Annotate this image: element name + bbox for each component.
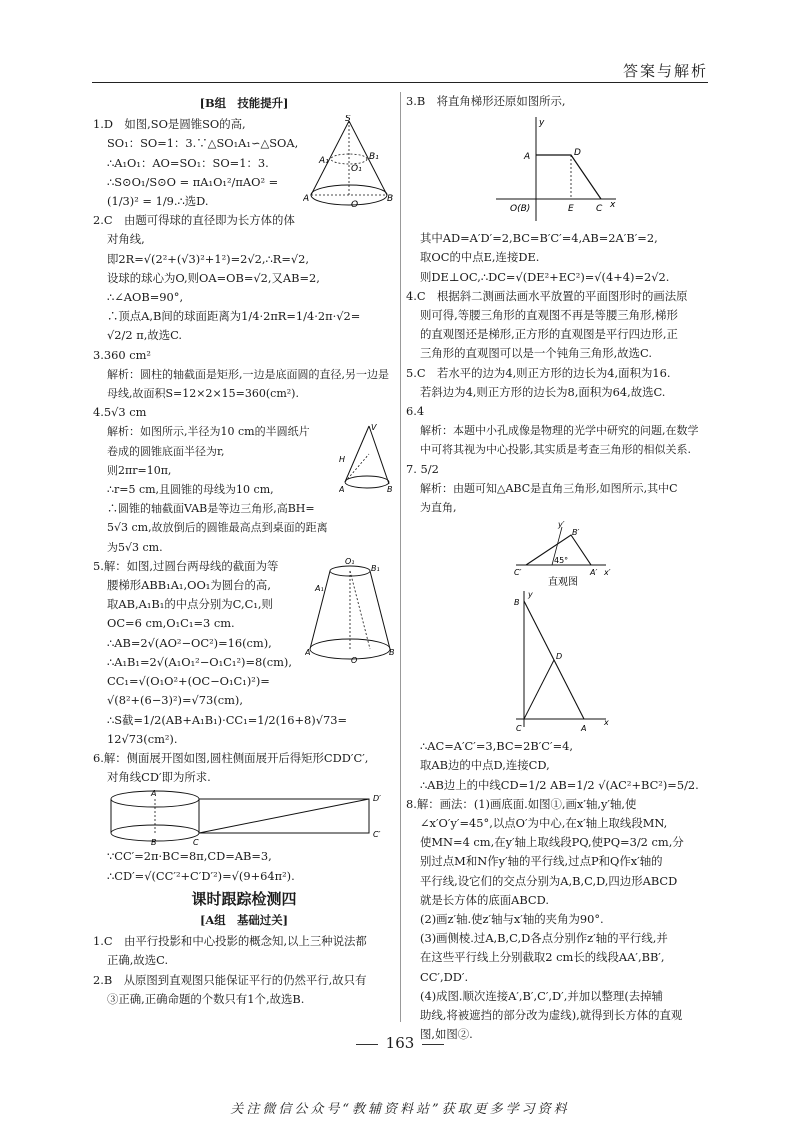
q4-line5: ∴r=5 cm,且圆锥的母线为10 cm,: [107, 483, 274, 497]
svg-text:A: A: [151, 789, 157, 799]
svg-text:O(B): O(B): [510, 204, 531, 215]
svg-text:O₁: O₁: [345, 556, 355, 566]
svg-text:y: y: [528, 590, 533, 600]
svg-text:y: y: [539, 118, 545, 129]
svg-text:D′: D′: [373, 794, 381, 804]
r-q3-line2: 其中AD=A′D′=2,BC=B′C′=4,AB=2A′B′=2,: [420, 231, 658, 246]
svg-text:x′: x′: [604, 568, 611, 578]
svg-text:E: E: [568, 204, 574, 215]
r-q3-line1: 3.B 将直角梯形还原如图所示,: [406, 94, 566, 108]
q6-line4: ∴CD′=√(CC′²+C′D′²)=√(9+64π²).: [107, 868, 295, 883]
r-q8-line6: 就是长方体的底面ABCD.: [420, 892, 549, 907]
svg-text:A: A: [524, 152, 531, 163]
svg-text:V: V: [371, 423, 377, 433]
r-q3-line4: 则DE⊥OC,∴DC=√(DE²+EC²)=√(4+4)=2√2.: [420, 269, 670, 284]
svg-text:D: D: [574, 148, 581, 159]
q2-line4: 设球的球心为O,则OA=OB=√2,又AB=2,: [107, 270, 320, 285]
q5-line10: 12√73(cm²).: [107, 731, 178, 746]
q5-line7: CC₁=√(O₁O²+(OC−O₁C₁)²)=: [107, 674, 270, 689]
svg-text:B₁: B₁: [371, 563, 380, 573]
footer-note: 关注微信公众号“教辅资料站”获取更多学习资料: [230, 1102, 570, 1117]
r-q4-line3: 的直观图还是梯形,正方形的直观图是平行四边形,正: [420, 327, 678, 342]
qa1-line2: 正确,故选C.: [107, 953, 169, 968]
q5-line9: ∴S截=1/2(AB+A₁B₁)·CC₁=1/2(16+8)√73=: [107, 712, 348, 727]
q1-line1: 1.D 如图,SO是圆锥SO的高,: [93, 117, 246, 132]
r-q7-line3: 为直角,: [420, 501, 457, 515]
svg-text:A′: A′: [590, 568, 598, 578]
r-q8-line9: 在这些平行线上分别截取2 cm长的线段AA′,BB′,: [420, 950, 665, 965]
qa1-line1: 1.C 由平行投影和中心投影的概念知,以上三种说法都: [93, 934, 367, 949]
r-q4-line2: 则可得,等腰三角形的直观图不再是等腰三角形,梯形: [420, 308, 678, 323]
q2-line5: ∴∠AOB=90°,: [107, 290, 184, 305]
q4-line4: 则2πr=10π,: [107, 463, 172, 477]
r-q8-line4: 别过点M和N作y′轴的平行线,过点P和Q作x′轴的: [420, 854, 663, 869]
section-a-title: [A组 基础过关]: [200, 912, 288, 927]
cylinder-unfold-figure: [93, 787, 393, 847]
svg-text:C′: C′: [373, 830, 381, 840]
svg-text:D: D: [556, 652, 563, 662]
q3-answer: 3.360 cm²: [93, 347, 151, 362]
q4-line8: 为5√3 cm.: [107, 540, 163, 554]
svg-text:B: B: [387, 194, 394, 205]
r-q8-line5: 平行线,设它们的交点分别为A,B,C,D,四边形ABCD: [420, 873, 678, 888]
page-header: [92, 58, 708, 83]
svg-text:B′: B′: [572, 528, 580, 538]
right-triangle-figure: [406, 587, 706, 737]
fig-caption: 直观图: [548, 577, 578, 588]
r-q4-line4: 三角形的直观图可以是一个钝角三角形,故选C.: [420, 346, 652, 361]
q5-line5: ∴AB=2√(AO²−OC²)=16(cm),: [107, 635, 272, 650]
q6-line2: 对角线CD′即为所求.: [107, 770, 211, 785]
q6-line3: ∵CC′=2π·BC=8π,CD=AB=3,: [107, 849, 272, 864]
test-title: 课时跟踪检测四: [191, 889, 297, 908]
r-q5-line2: 若斜边为4,则正方形的边长为8,面积为64,故选C.: [420, 384, 666, 399]
q2-line3: 即2R=√(2²+(√3)²+1²)=2√2,∴R=√2,: [107, 251, 309, 266]
q4-line2: 解析：如图所示,半径为10 cm的半圆纸片: [107, 425, 310, 439]
svg-text:A₁: A₁: [315, 583, 324, 593]
q5-line3: 取AB,A₁B₁的中点分别为C,C₁,则: [107, 597, 273, 612]
r-q8-line7: (2)画z′轴.使z′轴与x′轴的夹角为90°.: [420, 912, 604, 927]
svg-text:B₁: B₁: [369, 152, 379, 163]
q1-line4: ∴S⊙O₁/S⊙O = πA₁O₁²/πAO² = (1/3)² = 1/9.∴选D.: [107, 174, 279, 209]
q6-line1: 6.解：侧面展开图如图,圆柱侧面展开后得矩形CDD′C′,: [93, 750, 369, 765]
intuitive-triangle-figure: [406, 517, 706, 587]
r-q8-line12: 助线,将被遮挡的部分改为虚线),就得到长方体的直观: [420, 1008, 683, 1023]
q4-line6: ∴圆锥的轴截面VAB是等边三角形,高BH=: [107, 502, 315, 516]
svg-text:C: C: [596, 204, 603, 215]
r-q7-line4: ∴AC=A′C′=3,BC=2B′C′=4,: [420, 739, 574, 754]
q4-line7: 5√3 cm,故放倒后的圆锥最高点到桌面的距离: [107, 521, 328, 535]
svg-text:O: O: [351, 655, 358, 665]
r-q3-line3: 取OC的中点E,连接DE.: [420, 250, 540, 265]
svg-text:A: A: [303, 194, 310, 205]
svg-text:x: x: [604, 718, 609, 728]
r-q7-line2: 解析：由题可知△ABC是直角三角形,如图所示,其中C: [420, 481, 678, 495]
q1-line2: SO₁：SO=1：3.∵△SO₁A₁∽△SOA,: [107, 136, 299, 151]
q5-line2: 腰梯形ABB₁A₁,OO₁为圆台的高,: [107, 578, 271, 593]
right-column: [406, 92, 708, 1045]
q3-analysis: 解析：圆柱的轴截面是矩形,一边是底面圆的直径,另一边是母线,故面积S=12×2×15=360(cm²).: [107, 367, 389, 401]
q5-line4: OC=6 cm,O₁C₁=3 cm.: [107, 616, 235, 631]
svg-text:y′: y′: [558, 520, 565, 530]
svg-text:A: A: [581, 724, 587, 734]
svg-text:B: B: [389, 647, 395, 657]
section-b-title: [B组 技能提升]: [199, 96, 289, 110]
svg-text:C: C: [193, 838, 199, 848]
svg-text:A₁: A₁: [319, 156, 329, 167]
r-q8-line11: (4)成图.顺次连接A′,B′,C′,D′,并加以整理(去掉辅: [420, 988, 663, 1003]
svg-text:C: C: [516, 724, 522, 734]
left-column: [93, 92, 395, 1009]
q1-line3: ∴A₁O₁：AO=SO₁：SO=1：3.: [107, 155, 269, 170]
r-q5-line1: 5.C 若水平的边为4,则正方形的边长为4,面积为16.: [406, 365, 671, 380]
r-q6-answer: 6.4: [406, 404, 425, 419]
r-q7-line5: 取AB边的中点D,连接CD,: [420, 758, 550, 773]
qa2-line2: ③正确,正确命题的个数只有1个,故选B.: [107, 991, 305, 1006]
q2-line7: √2/2 π,故选C.: [107, 328, 183, 343]
qa2-line1: 2.B 从原图到直观图只能保证平行的仍然平行,故只有: [93, 972, 367, 987]
svg-text:B: B: [514, 598, 520, 608]
r-q6-analysis: 解析：本题中小孔成像是物理的光学中研究的问题,在数学中可将其视为中心投影,其实质是考查三角形的相似关系.: [420, 424, 699, 457]
svg-text:O: O: [351, 200, 359, 211]
q4-answer: 4.5√3 cm: [93, 405, 147, 420]
q5-line8: √(8²+(6−3)²)=√73(cm),: [107, 693, 243, 708]
svg-text:B: B: [151, 838, 157, 848]
svg-text:A: A: [339, 485, 345, 493]
r-q8-line2: ∠x′O′y′=45°,以点O′为中心,在x′轴上取线段MN,: [420, 816, 668, 831]
small-cone-figure: [339, 422, 395, 492]
q2-line6: ∴顶点A,B间的球面距离为1/4·2πR=1/4·2π·√2=: [107, 309, 361, 324]
svg-text:C′: C′: [514, 568, 522, 578]
cone-figure: [303, 115, 395, 213]
svg-text:O₁: O₁: [351, 164, 362, 175]
q2-line1: 2.C 由题可得球的直径即为长方体的体: [93, 213, 295, 228]
r-q8-line3: 使MN=4 cm,在y′轴上取线段PQ,使PQ=3/2 cm,分: [420, 835, 684, 850]
frustum-figure: [305, 557, 395, 667]
svg-text:H: H: [339, 455, 346, 465]
svg-text:S: S: [345, 115, 351, 125]
header-title: 答案与解析: [622, 62, 708, 80]
r-q8-line10: CC′,DD′.: [420, 969, 469, 984]
page-number: 163: [0, 1034, 800, 1052]
column-divider: [400, 92, 401, 1022]
r-q7-line6: ∴AB边上的中线CD=1/2 AB=1/2 √(AC²+BC²)=5/2.: [420, 777, 699, 792]
svg-text:45°: 45°: [554, 556, 569, 566]
r-q7-answer: 7. 5/2: [406, 461, 439, 476]
svg-text:A: A: [305, 647, 311, 657]
q5-line1: 5.解：如图,过圆台两母线的截面为等: [93, 558, 279, 573]
q4-line3: 卷成的圆锥底面半径为r,: [107, 444, 225, 458]
q2-line2: 对角线,: [107, 232, 145, 247]
q5-line6: ∴A₁B₁=2√(A₁O₁²−O₁C₁²)=8(cm),: [107, 654, 292, 669]
r-q8-line8: (3)画侧棱.过A,B,C,D各点分别作z′轴的平行线,并: [420, 931, 668, 946]
svg-text:B: B: [387, 485, 393, 493]
r-q4-line1: 4.C 根据斜二测画法画水平放置的平面图形时的画法原: [406, 288, 688, 303]
trapezoid-figure: [406, 111, 706, 229]
r-q8-line1: 8.解：画法：(1)画底面.如图①,画x′轴,y′轴,使: [406, 796, 637, 811]
r-q8-line13: 图,如图②.: [420, 1027, 473, 1042]
svg-text:x: x: [610, 200, 616, 211]
